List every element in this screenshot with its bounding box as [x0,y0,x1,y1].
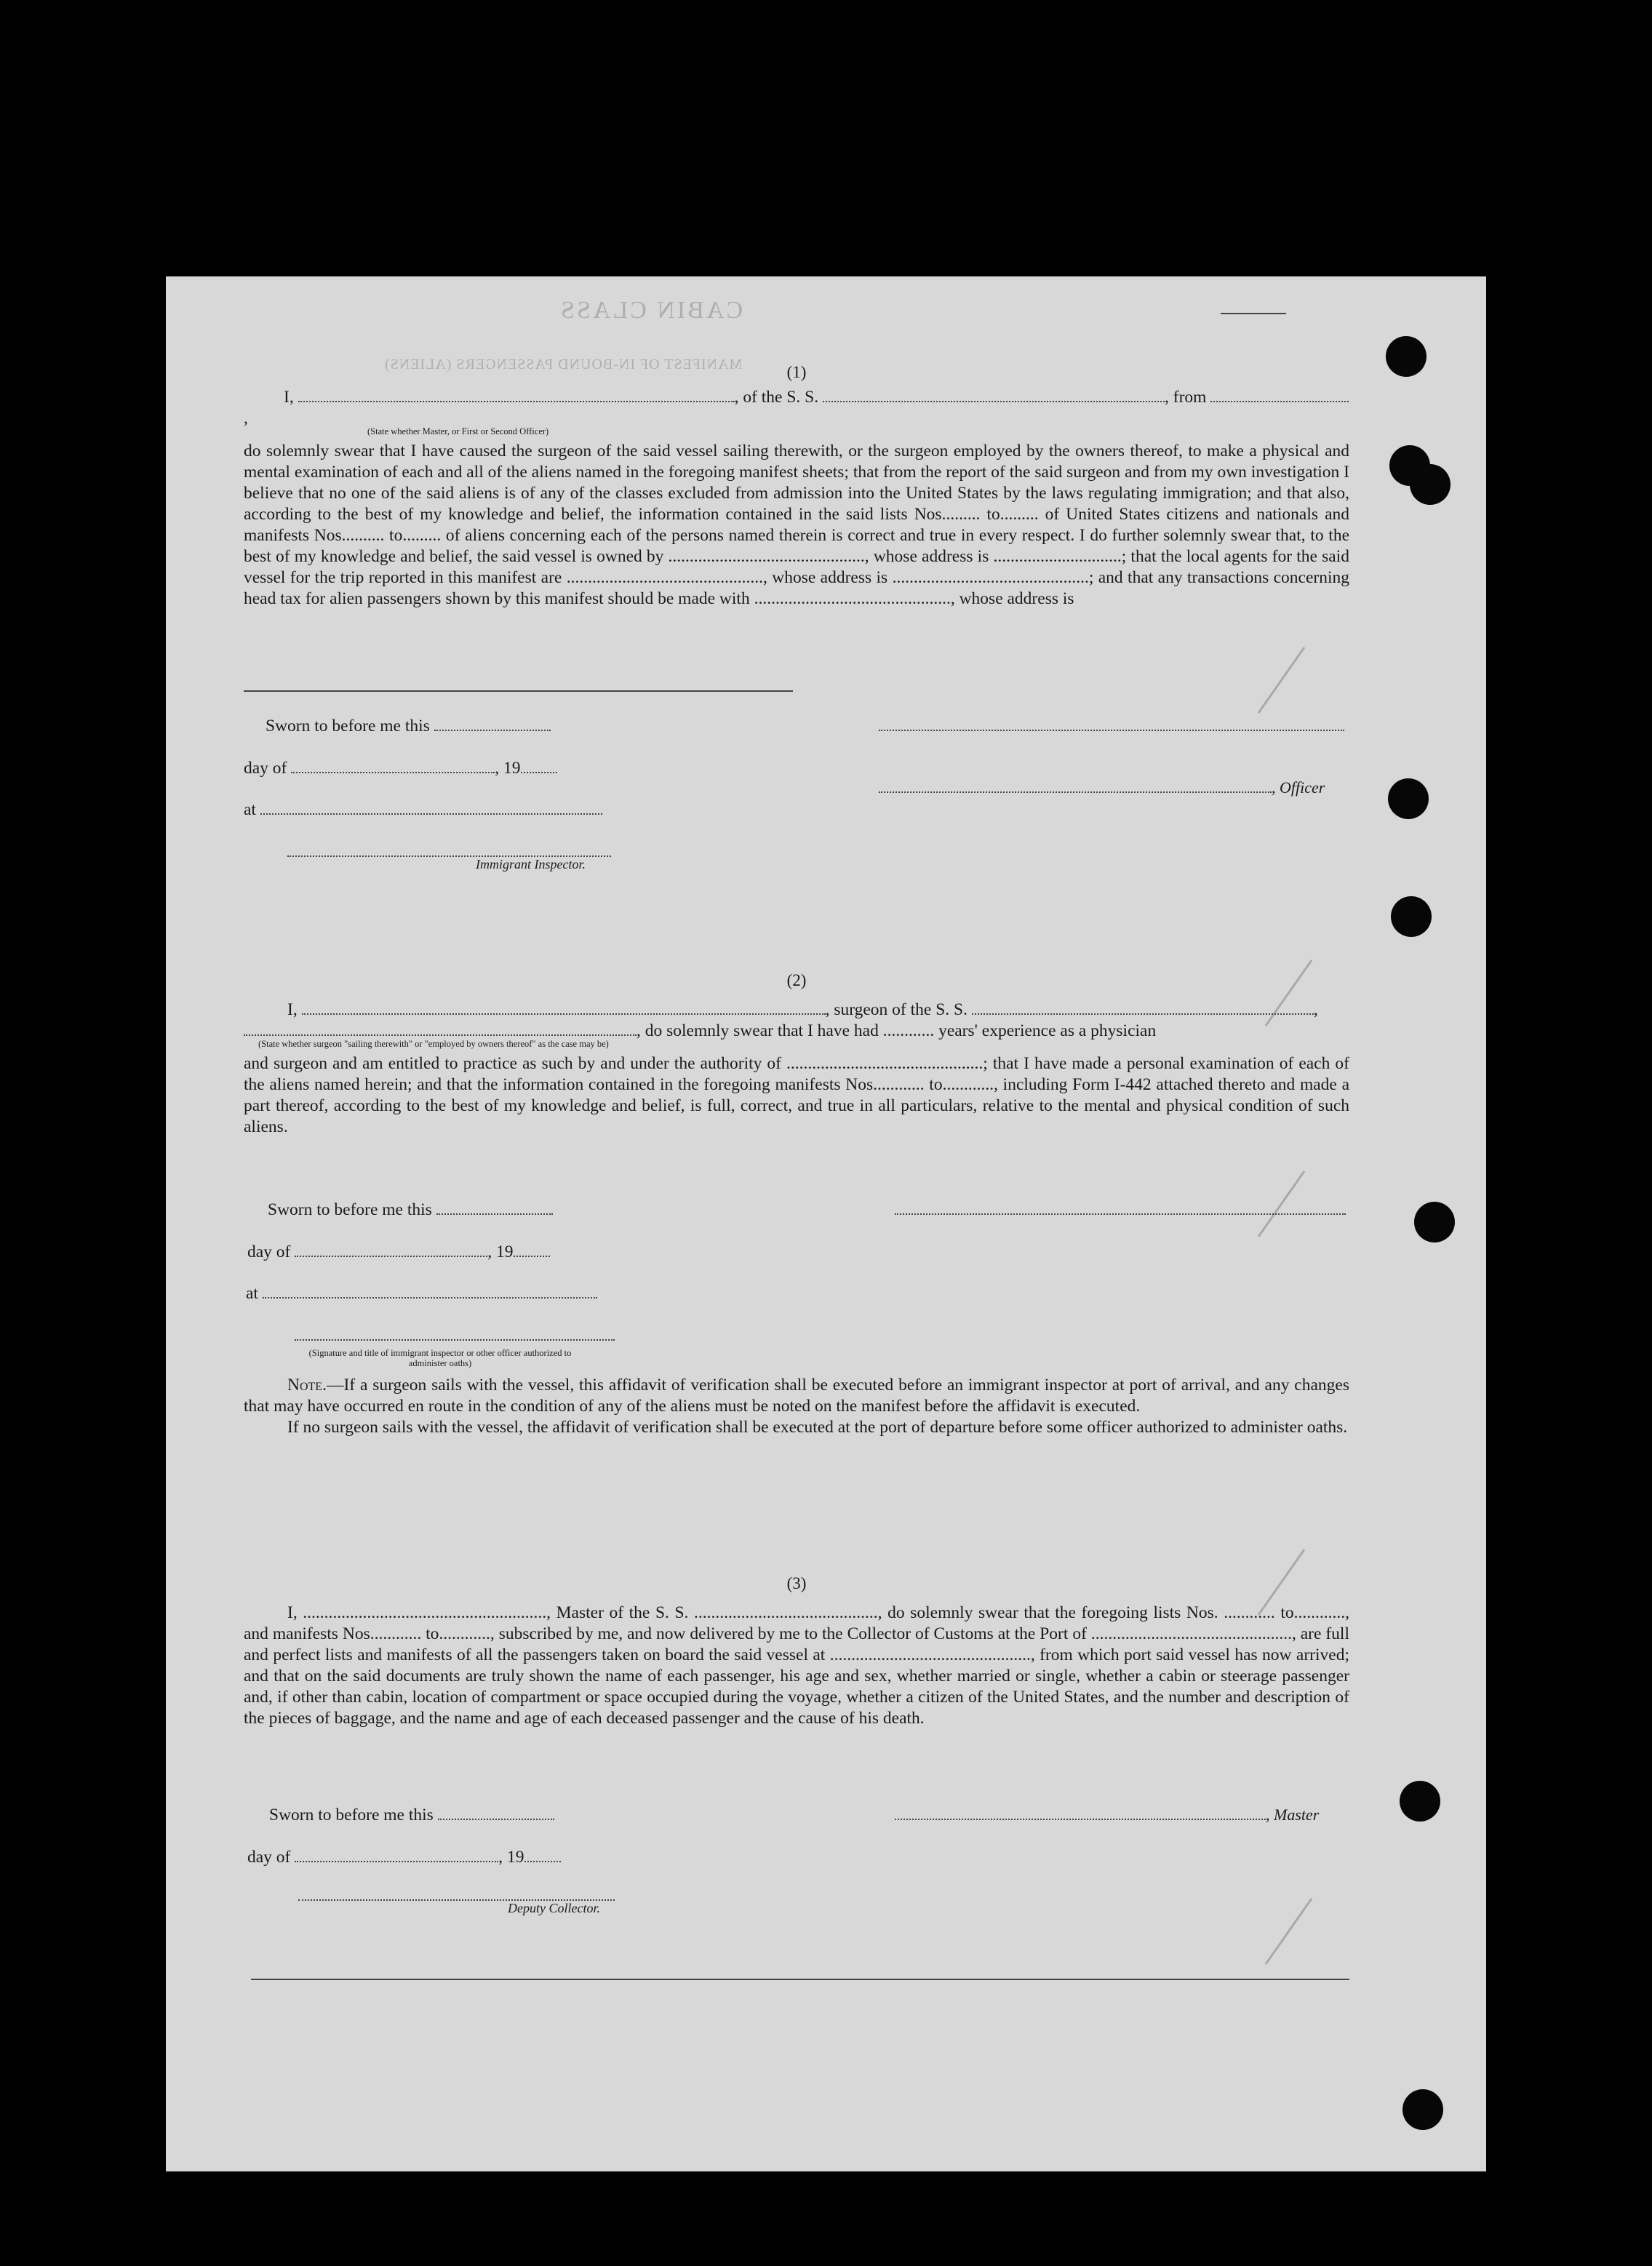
vessel-name-field[interactable] [823,388,1165,402]
administering-officer-signature [295,1328,615,1368]
at-line [244,800,602,820]
text: Sworn to before me this [268,1200,432,1219]
binder-hole [1414,1202,1455,1242]
text: at [244,800,256,819]
divider [244,690,793,692]
place-field[interactable] [263,1285,597,1298]
binder-hole [1402,2089,1443,2130]
sworn-line [266,717,551,736]
oath-body: do solemnly swear that I have caused the surgeon of the said vessel sailing therewith, or the surgeon employed by the owners thereof, to make a physical and mental examination of each and all of the aliens named in the foregoing manifest sheets; that from the report of the said surgeon and from my own investigation I believe that no one of the said aliens is of any of the classes excluded from admission into the United States by the laws regulating immigration; and that also, according to the best of my knowledge and belief, the information contained in the said lists Nos......... to......... of United States citizens and nationals and manifests Nos.......... to......... of aliens concerning each of the persons named therein is correct and true in every respect. I do further solemnly swear that, to the best of my knowledge and belief, the said vessel is owned by .............................................., whose address is ..............................; that the local agents for the said vessel for the trip reported in this manifest are .............................................., whose address is ..............................................; and that any transactions concerning head tax for alien passengers shown by this manifest should be made with .............................................., whose address is [244,442,1349,608]
surgeon-status-field[interactable] [244,1021,637,1036]
officer-caption: (State whether Master, or First or Second Officer) [367,426,549,436]
surgeon-name-field[interactable] [302,1000,826,1015]
note-block [244,1375,1349,1438]
surgeon-oath-body: and surgeon and am entitled to practice as such by and under the authority of ..............................................; that I have made a personal examination of each of the aliens named herein; and that the information contained in the foregoing manifests Nos............ to............, including Form I-442 attached thereto and made a part thereof, according to the best of my knowledge and belief, is full, correct, and true in all particulars, relative to the mental and physical condition of such aliens. [244,1054,1349,1136]
officer-name-field[interactable] [298,388,735,402]
text: at [246,1284,258,1303]
section-number: (1) [786,363,807,381]
text: I, [287,1000,298,1019]
note-label: Note. [287,1376,327,1395]
text: , do solemnly swear that I have had ............ years' experience as a physician [637,1021,1157,1040]
surgeon-caption: (State whether surgeon "sailing therewith" or "employed by owners thereof" as the case may be) [258,1039,609,1049]
master-title: , Master [1266,1806,1320,1824]
year-field[interactable] [524,1849,561,1862]
binder-hole [1400,1781,1440,1822]
section-2 [244,970,1349,1138]
text: , 19 [487,1242,514,1261]
text: , of the S. S. [734,388,819,407]
surgeon-signature [895,1200,1346,1220]
text: I, [284,388,294,407]
month-field[interactable] [291,760,495,773]
month-field[interactable] [295,1849,498,1862]
text: day of [247,1848,291,1867]
section-1 [244,362,1349,610]
sworn-line [269,1806,554,1825]
note-1 [244,1375,1349,1417]
officer-signature [879,778,1325,798]
month-field[interactable] [295,1244,487,1257]
master-oath-body: I, ........................................................., Master of the S. S. ..........................................., do solemnly swear that the foregoing lists Nos. ............ to............, and manifests Nos............ to............, subscribed by me, and now delivered by me to the Collector of Customs at the Port of ..............................................., are full and perfect lists and manifests of all the passengers taken on board the said vessel at ..............................................., from which port said vessel has now arrived; and that on the said documents are truly shown the name of each passenger, his age and sex, whether married or single, whether a cabin or steerage passenger and, if other than cabin, location of compartment or space occupied during the voyage, whether a citizen of the United States, and the number and description of the pieces of baggage, and the name and age of each deceased passenger and the cause of his death. [244,1603,1349,1728]
note-2: If no surgeon sails with the vessel, the affidavit of verification shall be executed at the port of departure before some officer authorized to administer oaths. [287,1418,1348,1437]
signature-field[interactable] [295,1328,615,1341]
bleed-through-manifest-title: MANIFEST OF IN-BOUND PASSENGERS (ALIENS) [384,356,743,372]
collector-signature-field[interactable] [298,1888,615,1901]
section-number: (2) [786,971,807,989]
binder-hole [1391,896,1432,937]
section-3 [244,1573,1349,1729]
binder-hole [1388,778,1429,819]
text: , surgeon of the S. S. [825,1000,967,1019]
vessel-name-field[interactable] [972,1000,1314,1015]
sworn-day-field[interactable] [436,1202,553,1215]
text: Sworn to before me this [266,717,430,735]
master-signature-field[interactable] [895,1807,1266,1820]
inspector-signature-field[interactable] [287,844,611,857]
text: , 19 [498,1848,524,1867]
note-text: —If a surgeon sails with the vessel, this affidavit of verification shall be executed before an immigrant inspector at port of arrival, and any changes that may have occurred en route in the condition of any of the aliens must be noted on the manifest before the affidavit is executed. [244,1376,1349,1416]
text: Sworn to before me this [269,1806,434,1824]
sworn-line [268,1200,553,1220]
bottom-rule [251,1979,1349,1980]
oath-line-1: I, , surgeon of the S. S. , [287,1000,1318,1019]
text: day of [244,759,287,778]
signature-caption: (Signature and title of immigrant inspector or other officer authorized to administer oaths) [308,1348,572,1368]
inspector-title: Immigrant Inspector. [476,857,586,871]
binder-hole [1410,464,1451,505]
departure-port-field[interactable] [1210,388,1349,402]
sworn-day-field[interactable] [434,718,551,731]
section-number: (3) [786,1574,807,1592]
officer-signature-blank [879,717,1344,736]
officer-signature-field-1[interactable] [879,718,1344,731]
collector-signature [298,1888,615,1916]
officer-title: , Officer [1272,778,1325,797]
text: day of [247,1242,291,1261]
collector-title: Deputy Collector. [508,1901,600,1915]
corner-mark [1221,313,1286,314]
year-field[interactable] [521,760,557,773]
day-of-line [244,759,557,778]
place-field[interactable] [260,802,602,815]
surgeon-signature-field[interactable] [895,1202,1346,1215]
day-of-line [247,1848,561,1867]
bleed-through-cabin-class: CABIN CLASS [559,297,743,324]
at-line [246,1284,597,1304]
inspector-signature [287,844,611,872]
oath-line-1: I, , of the S. S. , from , [244,387,1349,429]
officer-signature-field[interactable] [879,780,1272,793]
year-field[interactable] [514,1244,550,1257]
day-of-line [247,1242,550,1262]
text: , 19 [495,759,521,778]
binder-hole [1386,336,1426,377]
master-signature [895,1806,1319,1825]
sworn-day-field[interactable] [438,1807,554,1820]
text: , from [1165,388,1207,407]
